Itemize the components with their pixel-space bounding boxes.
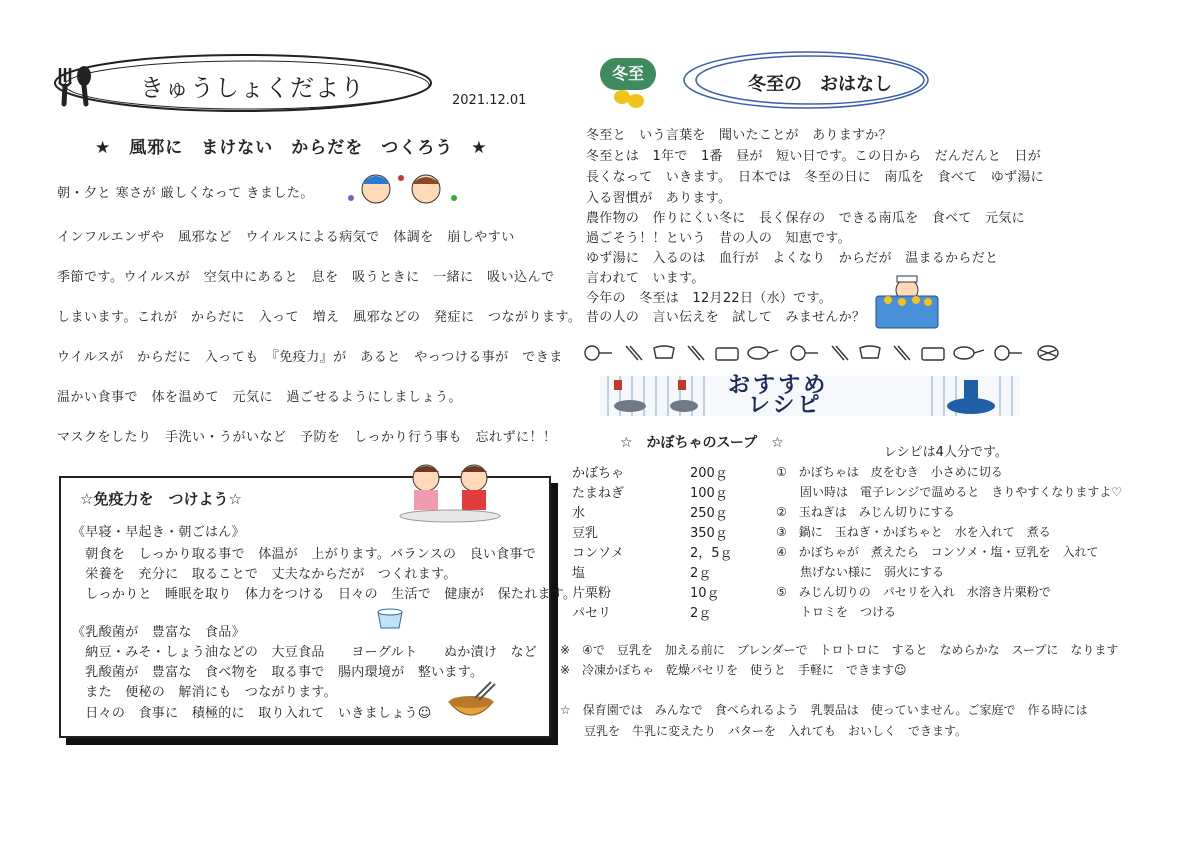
immunity-line: 日々の 食事に 積極的に 取り入れて いきましょう☺ (72, 706, 432, 721)
toji-line: 言われて います。 (586, 271, 705, 286)
newsletter-title: きゅうしょくだより (140, 74, 365, 102)
recipe-step: トロミを つける (776, 605, 897, 619)
recipe-step: 焦げない様に 弱火にする (776, 565, 945, 579)
recipe-step: ⑤ みじん切りの パセリを入れ 水溶き片栗粉で (776, 585, 1051, 599)
toji-line: ゆず湯に 入るのは 血行が よくなり からだが 温まるからだと (586, 251, 999, 266)
immunity-line: 乳酸菌が 豊富な 食べ物を 取る事で 腸内環境が 整います。 (72, 665, 484, 680)
recipe-servings: レシピは4人分です。 (884, 445, 1008, 460)
immunity-box-title: ☆免疫力を つけよう☆ (80, 490, 242, 508)
toji-line: 冬至と いう言葉を 聞いたことが ありますか？ (586, 128, 892, 143)
toji-line: 長くなって いきます。 日本では 冬至の日に 南瓜を 食べて ゆず湯に (586, 170, 1044, 185)
toji-title: 冬至の おはなし (748, 74, 892, 95)
toji-line: 今年の 冬至は 12月22日（水）です。 (586, 291, 833, 306)
ingredient-name: かぼちゃ (572, 466, 625, 481)
recipe-step: ② 玉ねぎは みじん切りにする (776, 505, 955, 519)
ingredient-name: コンソメ (572, 546, 624, 561)
kitchen-utensils-border (578, 342, 1078, 364)
toji-line: 入る習慣が あります。 (586, 191, 732, 206)
article-paragraph-line: インフルエンザや 風邪など ウイルスによる病気で 体調を 崩しやすい (57, 230, 515, 245)
article-paragraph-line: 朝・夕と 寒さが 厳しくなって きました。 (57, 186, 314, 201)
article-paragraph-line: しまいます。これが からだに 入って 増え 風邪などの 発症に つながります。 (57, 310, 582, 325)
immunity-line: また 便秘の 解消にも つながります。 (72, 685, 337, 700)
cold-article-headline: ★ 風邪に まけない からだを つくろう ★ (95, 138, 488, 158)
immunity-line: 栄養を 充分に 取ることで 丈夫なからだが つくれます。 (72, 567, 457, 582)
ingredient-quantity: 250ｇ (690, 506, 728, 521)
recipe-note: ※ 冷凍かぼちゃ 乾燥パセリを 使うと 手軽に できます☺ (560, 663, 907, 677)
immunity-line: 朝食を しっかり取る事で 体温が 上がります。バランスの 良い食事で (72, 547, 537, 562)
ingredient-name: 塩 (572, 566, 586, 581)
recipe-note: ☆ 保育園では みんなで 食べられるよう 乳製品は 使っていません。ご家庭で 作る時には (560, 703, 1088, 717)
ingredient-name: 豆乳 (572, 526, 599, 541)
toji-line: 冬至とは 1年で 1番 昼が 短い日です。この日から だんだんと 日が (586, 149, 1042, 164)
recipe-note: 豆乳を 牛乳に変えたり バターを 入れても おいしく できます。 (560, 724, 968, 738)
ingredient-quantity: 100ｇ (690, 486, 728, 501)
toji-line: 昔の人の 言い伝えを 試して みませんか？ (586, 310, 866, 325)
ingredient-name: パセリ (572, 606, 612, 621)
children-eating-illustration (392, 458, 508, 524)
ingredient-quantity: 2ｇ (690, 606, 712, 621)
natto-icon (445, 680, 497, 724)
yogurt-icon (375, 606, 405, 630)
ingredient-name: 片栗粉 (572, 586, 612, 601)
sick-children-illustration (346, 168, 466, 210)
immunity-line: 《乳酸菌が 豊富な 食品》 (72, 625, 245, 640)
toji-line: 農作物の 作りにくい冬に 長く保存の できる南瓜を 食べて 元気に (586, 211, 1025, 226)
ingredient-quantity: 10ｇ (690, 586, 720, 601)
recipe-step: ④ かぼちゃが 煮えたら コンソメ・塩・豆乳を 入れて (776, 545, 1099, 559)
recipe-step: ① かぼちゃは 皮をむき 小さめに切る (776, 465, 1003, 479)
yuzu-icon (628, 94, 644, 108)
toji-line: 過ごそう！！という 昔の人の 知恵です。 (586, 231, 851, 246)
issue-date: 2021.12.01 (452, 93, 527, 108)
ingredient-name: 水 (572, 506, 586, 521)
ingredient-quantity: 200ｇ (690, 466, 728, 481)
immunity-line: しっかりと 睡眠を取り 体力をつける 日々の 生活で 健康が 保たれます。 (72, 587, 577, 602)
recipe-step: ③ 鍋に 玉ねぎ・かぼちゃと 水を入れて 煮る (776, 525, 1051, 539)
article-paragraph-line: 季節です。ウイルスが 空気中にあると 息を 吸うときに 一緒に 吸い込んで (57, 270, 555, 285)
article-paragraph-line: ウイルスが からだに 入っても 『免疫力』が あると やっつける事が できま (57, 350, 563, 365)
soup-recipe-title: ☆ かぼちゃのスープ ☆ (620, 435, 784, 451)
ingredient-quantity: 2，5ｇ (690, 546, 733, 561)
recipe-step: 固い時は 電子レンジで温めると きりやすくなりますよ♡ (776, 485, 1123, 499)
fork-spoon-icon (52, 62, 98, 108)
immunity-line: 《早寝・早起き・朝ごはん》 (72, 525, 245, 540)
ingredient-quantity: 2ｇ (690, 566, 712, 581)
recipe-note: ※ ④で 豆乳を 加える前に ブレンダーで トロトロに すると なめらかな スープに なります (560, 643, 1119, 657)
immunity-line: 納豆・みそ・しょう油などの 大豆食品 ヨーグルト ぬか漬け など (72, 645, 538, 660)
recommended-recipe-heading (728, 373, 829, 418)
ingredient-name: たまねぎ (572, 486, 625, 501)
yuzu-bath-illustration (872, 272, 942, 332)
banner-line-1: おすすめ (728, 373, 829, 398)
toji-badge: 冬至 (600, 58, 656, 90)
ingredient-quantity: 350ｇ (690, 526, 728, 541)
article-paragraph-line: マスクをしたり 手洗い・うがいなど 予防を しっかり行う事も 忘れずに！！ (57, 430, 557, 445)
article-paragraph-line: 温かい食事で 体を温めて 元気に 過ごせるようにしましょう。 (57, 390, 463, 405)
banner-line-2: レシピ (748, 393, 823, 418)
